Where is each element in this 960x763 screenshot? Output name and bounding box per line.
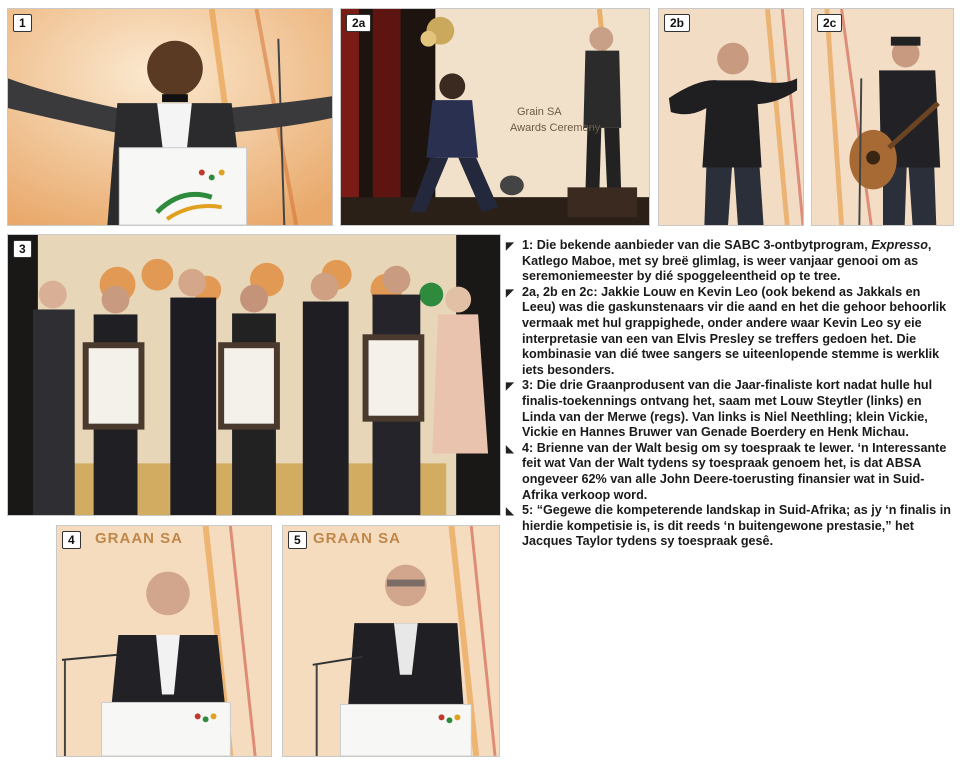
photo-2a-performers-on-stage <box>340 8 650 226</box>
photo-2b-image <box>659 9 803 225</box>
photo-4-backdrop-text: GRAAN SA <box>95 530 184 547</box>
photo-3-image <box>8 235 500 515</box>
photo-captions <box>506 238 954 550</box>
photo-5-backdrop-text: GRAAN SA <box>313 530 402 547</box>
photo-2c-image <box>812 9 953 225</box>
photo-3-finalists-group <box>7 234 501 516</box>
photo-2a-backdrop-subtitle: Awards Ceremony <box>510 122 601 134</box>
photo-2a-number-badge: 2a <box>346 14 371 32</box>
photo-2c-guitarist <box>811 8 954 226</box>
caption-4-text: 4: Brienne van der Walt besig om sy toespraak te lewer. ‘n Interessante feit wat Van der Walt tydens sy toespraak genoem het, is dat ABSA ongeveer 62% van alle John Deere-toerusting finansier wat in Suid-Afrika verkoop word. <box>522 440 947 502</box>
photo-1-number-badge: 1 <box>13 14 32 32</box>
caption-2-text: 2a, 2b en 2c: Jakkie Louw en Kevin Leo (ook bekend as Jakkals en Leeu) was die gaskunstenaars vir die aand en het die gehoor behoorlik vermaak met hul grappighede, onder andere waar Kevin Leo sy eie interpretasie van een van Elvis Presley se treffers gedoen het. Die kombinasie van dié twee sangers se uiteenlopende stemme is werklik iets besonders. <box>522 284 947 377</box>
caption-1-text-end: , Katlego Maboe, met sy breë glimlag, is weer vanjaar genooi om as seremoniemeester by dié spoggeleentheid op te tree. <box>522 238 932 284</box>
photo-2b-singer <box>658 8 804 226</box>
photo-2a-image <box>341 9 649 225</box>
photo-2c-number-badge: 2c <box>817 14 842 32</box>
caption-3 <box>506 378 954 440</box>
photo-1-image <box>8 9 332 225</box>
caption-4 <box>506 441 954 503</box>
arrow-bullet-icon: ◤ <box>506 287 514 299</box>
photo-5-speaker-at-podium <box>282 525 500 757</box>
caption-5-text: 5: “Gegewe die kompeterende landskap in Suid-Afrika; as jy ‘n finalis in hierdie kompetisie is, is dit reeds ‘n buitengewone prestasie,” het Jacques Taylor tydens sy toespraak gesê. <box>522 503 951 549</box>
photo-5-number-badge: 5 <box>288 531 307 549</box>
caption-1-program-name: Expresso <box>871 238 928 252</box>
photo-5-image <box>283 526 499 756</box>
photo-4-number-badge: 4 <box>62 531 81 549</box>
arrow-bullet-icon: ◣ <box>506 443 514 455</box>
photo-3-number-badge: 3 <box>13 240 32 258</box>
caption-3-text: 3: Die drie Graanprodusent van die Jaar-finaliste kort nadat hulle hul finalis-toekennings ontvang het, saam met Louw Steytler (links) en Linda van der Merwe (regs). Van links is Niel Neethling; klein Vickie, Vickie en Hannes Bruwer van Genade Boerdery en Henk Michau. <box>522 378 933 440</box>
photo-1-mc-at-podium <box>7 8 333 226</box>
photo-2b-number-badge: 2b <box>664 14 690 32</box>
caption-5 <box>506 503 954 550</box>
photo-4-image <box>57 526 271 756</box>
caption-2 <box>506 285 954 379</box>
arrow-bullet-icon: ◤ <box>506 381 514 393</box>
photo-4-speaker-at-podium <box>56 525 272 757</box>
caption-1 <box>506 238 954 285</box>
arrow-bullet-icon: ◣ <box>506 506 514 518</box>
arrow-bullet-icon: ◤ <box>506 241 514 252</box>
caption-1-text-start: 1: Die bekende aanbieder van die SABC 3-ontbytprogram, <box>522 238 872 252</box>
photo-2a-backdrop-title: Grain SA <box>517 106 562 118</box>
